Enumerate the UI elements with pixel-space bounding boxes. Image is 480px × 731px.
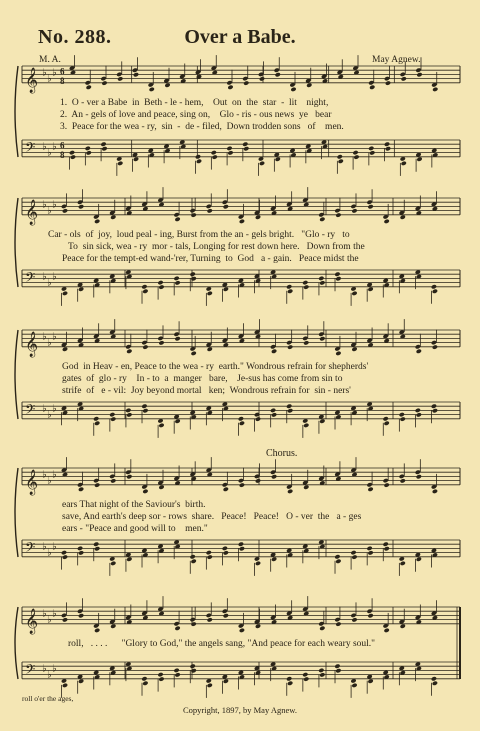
note-head xyxy=(117,76,123,81)
flat-sign: ♭ xyxy=(47,205,52,217)
note-head xyxy=(211,150,217,155)
note-head xyxy=(133,157,139,162)
flat-sign: ♭ xyxy=(47,475,52,487)
note-head xyxy=(191,559,197,564)
note-head xyxy=(431,676,437,681)
bass-clef: 𝄢 xyxy=(25,401,36,421)
note-head xyxy=(174,626,180,631)
lyric-line: roll, . . . . "Glory to God," the angels sang, "And peace for each weary soul." xyxy=(68,639,376,649)
note-head xyxy=(416,72,422,77)
time-signature: 6 xyxy=(60,66,65,77)
note-head xyxy=(383,416,389,421)
note-head xyxy=(173,276,179,281)
note-head xyxy=(318,668,324,673)
flat-sign: ♭ xyxy=(52,141,57,153)
note-head xyxy=(62,554,68,559)
note-head xyxy=(319,626,325,631)
note-head xyxy=(125,408,131,413)
note-head xyxy=(351,554,357,559)
note-head xyxy=(243,146,249,151)
note-head xyxy=(110,416,116,421)
flat-sign: ♭ xyxy=(42,141,47,153)
note-head xyxy=(275,72,281,77)
note-head xyxy=(93,416,99,421)
flat-sign: ♭ xyxy=(52,199,57,211)
note-head xyxy=(223,287,229,292)
note-head xyxy=(334,664,340,669)
note-head xyxy=(223,487,229,492)
note-head xyxy=(400,416,406,421)
note-head xyxy=(367,613,373,618)
flat-sign: ♭ xyxy=(47,669,52,681)
note-head xyxy=(239,482,245,487)
note-head xyxy=(416,412,422,417)
note-head xyxy=(126,349,132,354)
note-head xyxy=(369,85,375,90)
note-head xyxy=(141,284,147,289)
flat-sign: ♭ xyxy=(42,271,47,283)
note-head xyxy=(110,624,116,629)
flat-sign: ♭ xyxy=(42,541,47,553)
note-head xyxy=(239,219,245,224)
note-head xyxy=(226,146,232,151)
note-head xyxy=(207,554,213,559)
note-head xyxy=(126,412,132,417)
note-head xyxy=(259,161,265,166)
lyric-line: 3. Peace for the wea - ry, sin - de - filed, Down trodden sons of men. xyxy=(60,122,344,132)
note-head xyxy=(338,159,344,164)
note-head xyxy=(432,489,438,494)
note-head xyxy=(432,408,438,413)
note-head xyxy=(432,344,438,349)
note-head xyxy=(164,83,170,88)
note-head xyxy=(142,489,148,494)
hymn-number: No. 288. xyxy=(38,26,112,48)
note-head xyxy=(62,208,68,213)
time-signature: 8 xyxy=(60,149,65,160)
note-head xyxy=(290,87,296,92)
note-head xyxy=(101,80,107,85)
note-head xyxy=(62,347,68,352)
note-head xyxy=(352,150,358,155)
note-head xyxy=(141,404,147,409)
note-head xyxy=(227,150,233,155)
note-head xyxy=(78,487,84,492)
note-head xyxy=(384,628,390,633)
treble-clef: 𝄞 xyxy=(25,331,39,357)
note-head xyxy=(384,142,390,147)
note-head xyxy=(207,208,213,213)
flat-sign: ♭ xyxy=(52,608,57,620)
note-head xyxy=(93,542,99,547)
note-head xyxy=(287,344,293,349)
note-head xyxy=(94,628,100,633)
copyright-notice: Copyright, 1897, by May Agnew. xyxy=(183,705,297,715)
note-head xyxy=(191,668,197,673)
note-head xyxy=(158,284,164,289)
note-head xyxy=(222,546,228,551)
note-head xyxy=(351,291,357,296)
lyric-line: 1. O - ver a Babe in Beth - le - hem, Out on the star - lit night, xyxy=(60,98,329,108)
lyric-line: 2. An - gels of love and peace, sing on, Glo - ris - ous news ye bear xyxy=(60,110,332,120)
note-head xyxy=(384,482,390,487)
note-head xyxy=(158,676,164,681)
note-head xyxy=(206,550,212,555)
note-head xyxy=(318,276,324,281)
note-head xyxy=(367,287,373,292)
note-head xyxy=(78,613,84,618)
note-head xyxy=(207,683,213,688)
note-head xyxy=(157,280,163,285)
note-head xyxy=(415,408,421,413)
note-head xyxy=(303,485,309,490)
note-head xyxy=(70,154,76,159)
treble-clef: 𝄞 xyxy=(25,608,39,634)
note-head xyxy=(351,347,357,352)
flat-sign: ♭ xyxy=(47,73,52,85)
note-head xyxy=(158,340,164,345)
flat-sign: ♭ xyxy=(47,409,52,421)
note-head xyxy=(259,76,265,81)
hymn-title: Over a Babe. xyxy=(184,26,296,48)
flat-sign: ♭ xyxy=(42,608,47,620)
note-head xyxy=(94,421,100,426)
note-head xyxy=(78,679,84,684)
treble-clef: 𝄞 xyxy=(25,67,39,93)
note-head xyxy=(275,157,281,162)
note-head xyxy=(78,204,84,209)
note-head xyxy=(86,150,92,155)
note-head xyxy=(400,215,406,220)
note-head xyxy=(432,289,438,294)
note-head xyxy=(431,404,437,409)
note-head xyxy=(191,212,197,217)
flat-sign: ♭ xyxy=(47,277,52,289)
note-head xyxy=(286,676,292,681)
note-head xyxy=(351,617,357,622)
flat-sign: ♭ xyxy=(47,337,52,349)
note-head xyxy=(100,142,106,147)
note-head xyxy=(174,217,180,222)
note-head xyxy=(78,550,84,555)
note-head xyxy=(142,681,148,686)
note-head xyxy=(141,676,147,681)
note-head xyxy=(78,287,84,292)
note-head xyxy=(94,482,100,487)
note-head xyxy=(142,289,148,294)
note-head xyxy=(196,159,202,164)
note-head xyxy=(223,204,229,209)
note-head xyxy=(319,672,325,677)
note-head xyxy=(306,83,312,88)
note-head xyxy=(303,284,309,289)
note-head xyxy=(271,349,277,354)
note-head xyxy=(287,289,293,294)
note-head xyxy=(303,676,309,681)
note-head xyxy=(173,668,179,673)
flat-sign: ♭ xyxy=(52,271,57,283)
bass-clef: 𝄢 xyxy=(25,661,36,681)
flat-sign: ♭ xyxy=(42,331,47,343)
note-head xyxy=(109,412,115,417)
note-head xyxy=(223,550,229,555)
note-head xyxy=(62,291,68,296)
note-head xyxy=(191,621,197,626)
note-head xyxy=(207,617,213,622)
note-head xyxy=(255,624,261,629)
note-head xyxy=(287,489,293,494)
note-head xyxy=(126,557,132,562)
note-head xyxy=(271,474,277,479)
note-head xyxy=(223,613,229,618)
note-head xyxy=(385,146,391,151)
note-head xyxy=(287,408,293,413)
lyric-line: God in Heav - en, Peace to the wea - ry earth." Wondrous refrain for shepherds' xyxy=(62,362,369,372)
note-head xyxy=(62,683,68,688)
note-head xyxy=(85,146,91,151)
treble-clef: 𝄞 xyxy=(25,469,39,495)
note-head xyxy=(94,219,100,224)
flat-sign: ♭ xyxy=(47,614,52,626)
note-head xyxy=(238,416,244,421)
note-head xyxy=(286,284,292,289)
note-head xyxy=(353,154,359,159)
note-head xyxy=(335,276,341,281)
note-head xyxy=(149,87,155,92)
flat-sign: ♭ xyxy=(52,331,57,343)
flat-sign: ♭ xyxy=(42,663,47,675)
flat-sign: ♭ xyxy=(42,67,47,79)
note-head xyxy=(174,672,180,677)
side-note: roll o'er the ages, xyxy=(22,694,74,703)
note-head xyxy=(319,419,325,424)
note-head xyxy=(239,546,245,551)
note-head xyxy=(62,617,68,622)
note-head xyxy=(190,272,196,277)
note-head xyxy=(238,542,244,547)
note-head xyxy=(227,85,233,90)
note-head xyxy=(158,485,164,490)
note-head xyxy=(158,423,164,428)
note-head xyxy=(207,291,213,296)
flat-sign: ♭ xyxy=(42,469,47,481)
flat-sign: ♭ xyxy=(47,547,52,559)
lyric-line: ears - "Peace and good will to men." xyxy=(62,524,208,534)
note-head xyxy=(400,478,406,483)
note-head xyxy=(77,546,83,551)
flat-sign: ♭ xyxy=(42,199,47,211)
note-head xyxy=(350,550,356,555)
note-head xyxy=(416,349,422,354)
note-head xyxy=(351,683,357,688)
note-head xyxy=(239,421,245,426)
note-head xyxy=(416,157,422,162)
note-head xyxy=(400,561,406,566)
note-head xyxy=(302,280,308,285)
lyric-line: To sin sick, wea - ry mor - tals, Longing for rest down here. Down from the xyxy=(68,242,365,252)
note-head xyxy=(432,87,438,92)
lyric-line: save, And earth's deep sor - rows share. Peace! Peace! O - ver the a - ges xyxy=(62,512,362,522)
note-head xyxy=(335,212,341,217)
note-head xyxy=(174,280,180,285)
note-head xyxy=(110,478,116,483)
note-head xyxy=(243,80,249,85)
time-signature: 8 xyxy=(60,75,65,86)
note-head xyxy=(385,80,391,85)
note-head xyxy=(110,561,116,566)
note-head xyxy=(334,272,340,277)
note-head xyxy=(117,161,123,166)
note-head xyxy=(94,546,100,551)
note-head xyxy=(110,215,116,220)
flat-sign: ♭ xyxy=(52,67,57,79)
note-head xyxy=(319,336,325,341)
note-head xyxy=(302,672,308,677)
treble-clef: 𝄞 xyxy=(25,199,39,225)
note-head xyxy=(255,561,261,566)
note-head xyxy=(369,150,375,155)
bass-clef: 𝄢 xyxy=(25,139,36,159)
note-head xyxy=(286,404,292,409)
note-head xyxy=(351,208,357,213)
note-head xyxy=(432,681,438,686)
note-head xyxy=(223,679,229,684)
note-head xyxy=(133,72,139,77)
note-head xyxy=(366,546,372,551)
note-head xyxy=(367,679,373,684)
lyric-line: gates of glo - ry In - to a manger bare, Je-sus has come from sin to xyxy=(62,374,343,384)
note-head xyxy=(207,347,213,352)
note-head xyxy=(61,550,67,555)
note-head xyxy=(86,85,92,90)
note-head xyxy=(319,280,325,285)
note-head xyxy=(239,628,245,633)
note-head xyxy=(303,340,309,345)
note-head xyxy=(126,474,132,479)
note-head xyxy=(334,554,340,559)
note-head xyxy=(400,624,406,629)
note-head xyxy=(195,154,201,159)
note-head xyxy=(242,142,248,147)
note-head xyxy=(367,487,373,492)
note-head xyxy=(335,351,341,356)
note-head xyxy=(190,664,196,669)
note-head xyxy=(335,621,341,626)
note-head xyxy=(287,681,293,686)
note-head xyxy=(384,219,390,224)
note-head xyxy=(383,542,389,547)
note-head xyxy=(399,412,405,417)
note-head xyxy=(212,154,218,159)
note-head xyxy=(101,146,107,151)
note-head xyxy=(191,351,197,356)
flat-sign: ♭ xyxy=(52,469,57,481)
note-head xyxy=(270,408,276,413)
note-head xyxy=(255,215,261,220)
composer-credit: May Agnew. xyxy=(372,55,421,65)
bass-clef: 𝄢 xyxy=(25,539,36,559)
lyricist-credit: M. A. xyxy=(39,55,61,65)
note-head xyxy=(401,76,407,81)
lyric-line: Peace for the tempt-ed wand-'rer, Turning to God a - gain. Peace midst the xyxy=(62,254,359,264)
note-head xyxy=(416,557,422,562)
flat-sign: ♭ xyxy=(52,541,57,553)
note-head xyxy=(69,150,75,155)
flat-sign: ♭ xyxy=(42,403,47,415)
chorus-label: Chorus. xyxy=(266,448,298,459)
flat-sign: ♭ xyxy=(52,403,57,415)
note-head xyxy=(191,276,197,281)
note-head xyxy=(368,146,374,151)
note-head xyxy=(271,557,277,562)
note-head xyxy=(337,154,343,159)
bass-clef: 𝄢 xyxy=(25,269,36,289)
note-head xyxy=(319,217,325,222)
note-head xyxy=(174,419,180,424)
note-head xyxy=(335,668,341,673)
note-head xyxy=(303,423,309,428)
note-head xyxy=(271,412,277,417)
note-head xyxy=(384,546,390,551)
note-head xyxy=(367,550,373,555)
note-head xyxy=(157,672,163,677)
time-signature: 6 xyxy=(60,140,65,151)
note-head xyxy=(190,554,196,559)
note-head xyxy=(367,204,373,209)
note-head xyxy=(255,478,261,483)
flat-sign: ♭ xyxy=(47,147,52,159)
note-head xyxy=(416,474,422,479)
note-head xyxy=(174,336,180,341)
lyric-line: ears That night of the Saviour's birth. xyxy=(62,500,206,510)
lyric-line: strife of e - vil: Joy beyond mortal ken; Wondrous refrain for sin - ners' xyxy=(62,386,351,396)
note-head xyxy=(431,284,437,289)
note-head xyxy=(255,416,261,421)
note-head xyxy=(384,421,390,426)
note-head xyxy=(401,161,407,166)
note-head xyxy=(335,559,341,564)
note-head xyxy=(142,344,148,349)
note-head xyxy=(142,408,148,413)
lyric-line: Car - ols of joy, loud peal - ing, Burst from the an - gels bright. "Glo - ry to xyxy=(48,230,350,240)
flat-sign: ♭ xyxy=(52,663,57,675)
